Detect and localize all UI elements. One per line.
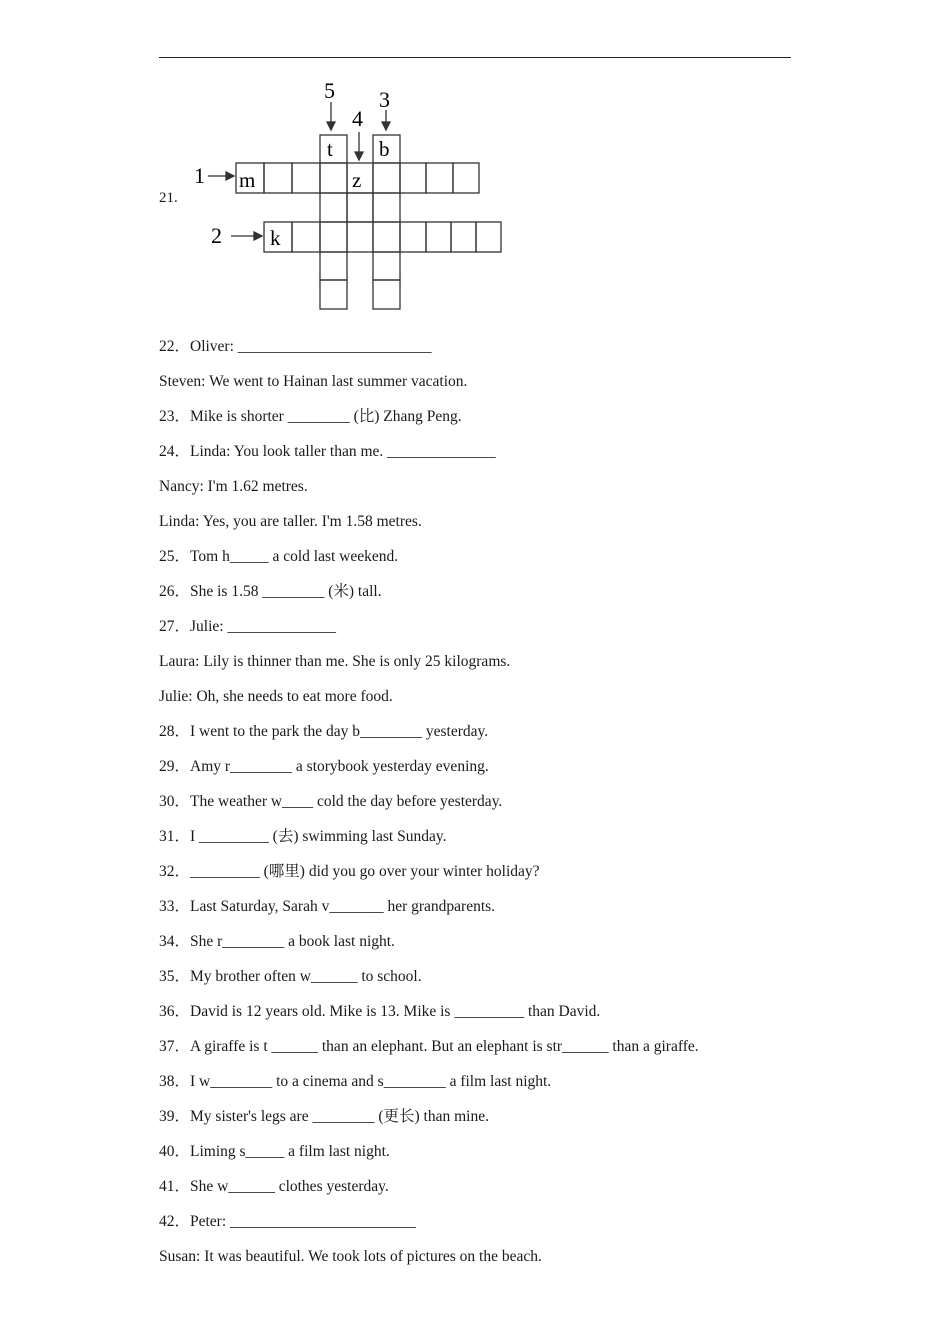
question-line: Linda: Yes, you are taller. I'm 1.58 metres.: [159, 513, 422, 530]
question-line: 24．Linda: You look taller than me. ______________: [159, 443, 496, 460]
question-line: 26．She is 1.58 ________ (米) tall.: [159, 583, 382, 600]
crossword-puzzle: [185, 74, 515, 319]
question-line: Steven: We went to Hainan last summer vacation.: [159, 373, 468, 390]
question-line: Laura: Lily is thinner than me. She is only 25 kilograms.: [159, 653, 511, 670]
question-line: 40．Liming s_____ a film last night.: [159, 1143, 390, 1160]
clue-number-1: 1: [194, 163, 205, 188]
question-line: 36．David is 12 years old. Mike is 13. Mike is _________ than David.: [159, 1003, 601, 1020]
question-line: 25．Tom h_____ a cold last weekend.: [159, 548, 399, 565]
letter-b: b: [379, 137, 390, 161]
question-21-number: 21.: [159, 190, 178, 206]
clue-number-5: 5: [324, 78, 335, 103]
letter-m: m: [239, 168, 256, 192]
question-line: 23．Mike is shorter ________ (比) Zhang Peng.: [159, 408, 462, 425]
question-line: 22．Oliver: _________________________: [159, 338, 432, 355]
question-list: [159, 335, 859, 1280]
question-line: 39．My sister's legs are ________ (更长) than mine.: [159, 1108, 489, 1125]
question-line: 30．The weather w____ cold the day before yesterday.: [159, 793, 503, 810]
clue-number-4: 4: [352, 106, 363, 131]
clue-number-3: 3: [379, 87, 390, 112]
question-line: 29．Amy r________ a storybook yesterday evening.: [159, 758, 489, 775]
question-line: 27．Julie: ______________: [159, 618, 336, 635]
question-line: 31．I _________ (去) swimming last Sunday.: [159, 828, 447, 845]
question-line: 38．I w________ to a cinema and s________ a film last night.: [159, 1073, 552, 1090]
question-line: 37．A giraffe is t ______ than an elephant. But an elephant is str______ than a giraffe.: [159, 1038, 699, 1055]
question-line: 41．She w______ clothes yesterday.: [159, 1178, 389, 1195]
question-line: 32．_________ (哪里) did you go over your winter holiday?: [159, 863, 540, 880]
question-line: Nancy: I'm 1.62 metres.: [159, 478, 308, 495]
question-line: 42．Peter: ________________________: [159, 1213, 417, 1230]
question-line: 28．I went to the park the day b________ yesterday.: [159, 723, 489, 740]
letter-k: k: [270, 226, 281, 250]
question-line: Julie: Oh, she needs to eat more food.: [159, 688, 393, 705]
clue-number-2: 2: [211, 223, 222, 248]
question-line: 33．Last Saturday, Sarah v_______ her grandparents.: [159, 898, 496, 915]
header-rule: [159, 57, 791, 58]
question-line: 35．My brother often w______ to school.: [159, 968, 422, 985]
question-line: 34．She r________ a book last night.: [159, 933, 395, 950]
letter-t: t: [327, 137, 333, 161]
letter-z: z: [352, 168, 362, 192]
question-line: Susan: It was beautiful. We took lots of pictures on the beach.: [159, 1248, 542, 1265]
